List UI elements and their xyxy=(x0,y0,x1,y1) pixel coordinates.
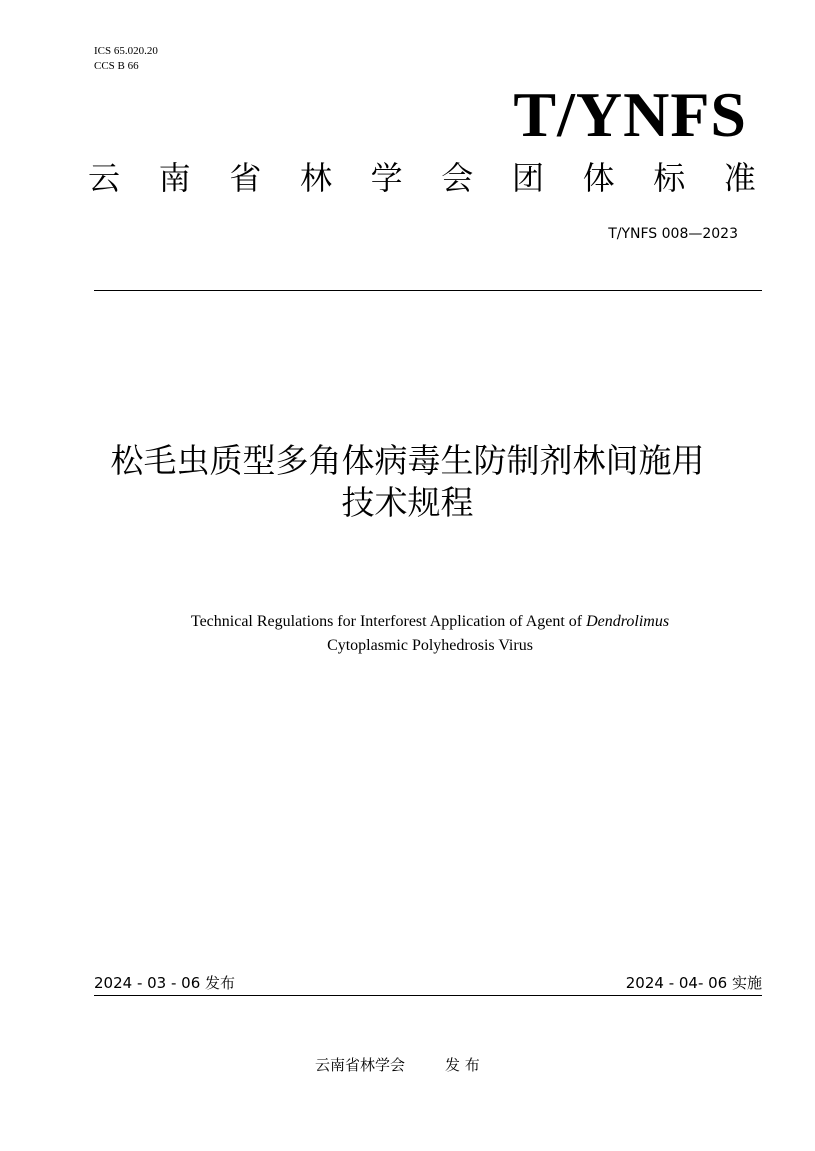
implementation-date: 2024 - 04- 06 实施 xyxy=(625,974,762,992)
org-title-char: 会 xyxy=(441,159,474,197)
org-title-char: 学 xyxy=(370,159,403,197)
ics-code: ICS 65.020.20 xyxy=(94,45,158,57)
chinese-title-line-1: 松毛虫质型多角体病毒生防制剂林间施用 xyxy=(110,441,705,480)
english-title xyxy=(0,610,815,658)
org-standard-title xyxy=(88,154,756,202)
standard-number: T/YNFS 008—2023 xyxy=(608,226,738,242)
header-divider xyxy=(94,290,762,291)
org-title-char: 标 xyxy=(653,159,686,197)
chinese-title xyxy=(0,440,815,524)
publisher-line xyxy=(315,1054,480,1076)
standard-brand: T/YNFS xyxy=(513,79,747,150)
english-title-prefix: Technical Regulations for Interforest Application of Agent of xyxy=(190,613,587,630)
ccs-code: CCS B 66 xyxy=(94,60,139,72)
publisher-org: 云南省林学会 xyxy=(315,1056,406,1074)
english-title-line-1 xyxy=(0,610,815,634)
org-title-char: 云 xyxy=(88,159,121,197)
org-title-char: 准 xyxy=(723,159,756,197)
date-row xyxy=(94,972,762,994)
org-title-char: 团 xyxy=(511,159,544,197)
org-title-char: 南 xyxy=(158,159,191,197)
issue-date: 2024 - 03 - 06 发布 xyxy=(94,974,236,992)
chinese-title-line-2: 技术规程 xyxy=(341,483,474,522)
footer-divider xyxy=(94,995,762,996)
english-title-genus: Dendrolimus xyxy=(586,613,670,630)
org-title-char: 体 xyxy=(582,159,615,197)
org-title-char: 省 xyxy=(229,159,262,197)
org-title-char: 林 xyxy=(299,159,332,197)
english-title-line-2: Cytoplasmic Polyhedrosis Virus xyxy=(327,637,533,654)
classification-codes xyxy=(94,44,158,74)
publisher-action: 发 布 xyxy=(445,1056,480,1074)
